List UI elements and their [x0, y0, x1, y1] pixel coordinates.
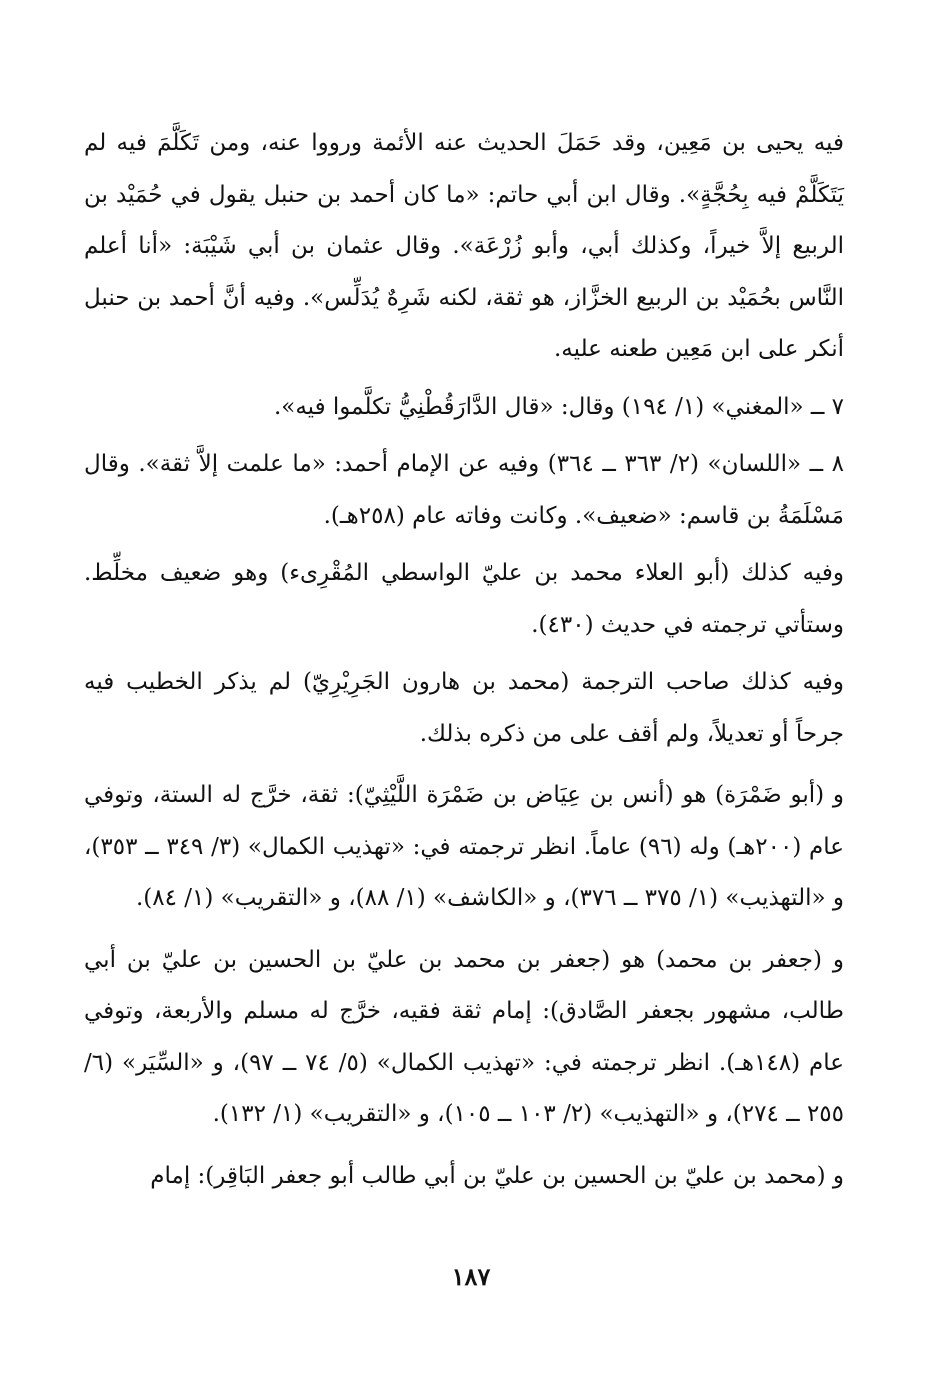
paragraph-jafar-bin-muhammad: و (جعفر بن محمد) هو (جعفر بن محمد بن عليّ بن الحسين بن عليّ بن أبي طالب، مشهور بجعفر الصَّادق): إمام ثقة فقيه، خرَّج له مسلم والأربعة، وتوفي عام (١٤٨هـ). انظر ترجمته في: «تهذيب الكمال» (٥/ ٧٤ ــ ٩٧)، و «السِّيَر» (٦/ ٢٥٥ ــ ٢٧٤)، و «التهذيب» (٢/ ١٠٣ ــ ١٠٥)، و «التقريب» (١/ ١٣٢).: [84, 946, 845, 1127]
page-body: [84, 118, 844, 1202]
paragraph-muhammad-bin-harun: وفيه كذلك صاحب الترجمة (محمد بن هارون الجَرِيْرِيّ) لم يذكر الخطيب فيه جرحاً أو تعديلاً، ولم أقف على من ذكره بذلك.: [84, 669, 844, 747]
page-number: ١٨٧: [451, 1262, 491, 1291]
paragraph-note-8-lisan: ٨ ــ «اللسان» (٢/ ٣٦٣ ــ ٣٦٤) وفيه عن الإمام أحمد: «ما علمت إلاَّ ثقة». وقال مَسْلَمَةُ بن قاسم: «ضعيف». وكانت وفاته عام (٢٥٨هـ).: [84, 451, 844, 529]
paragraph-muhammad-al-baqir: و (محمد بن عليّ بن الحسين بن عليّ بن أبي طالب أبو جعفر البَاقِر): إمام: [150, 1162, 844, 1189]
paragraph-abu-damra: و (أبو ضَمْرَة) هو (أنس بن عِيَاض بن ضَمْرَة اللَّيْثِيّ): ثقة، خرَّج له الستة، وتوفي عام (٢٠٠هـ) وله (٩٦) عاماً. انظر ترجمته في: «تهذيب الكمال» (٣/ ٣٤٩ ــ ٣٥٣)، و «التهذيب» (١/ ٣٧٥ ــ ٣٧٦)، و «الكاشف» (١/ ٨٨)، و «التقريب» (١/ ٨٤).: [84, 782, 844, 911]
paragraph-narrators-critique: فيه يحيى بن مَعِين، وقد حَمَلَ الحديث عنه الأئمة ورووا عنه، ومن تَكَلَّمَ فيه لم يَتَكَلَّمْ فيه بِحُجَّةٍ». وقال ابن أبي حاتم: «ما كان أحمد بن حنبل يقول في حُمَيْد بن الربيع إلاَّ خيراً، وكذلك أبي، وأبو زُرْعَة». وقال عثمان بن أبي شَيْبَة: «أنا أعلم النَّاس بحُمَيْد بن الربيع الخزَّاز، هو ثقة، لكنه شَرِهٌ يُدَلِّس». وفيه أنَّ أحمد بن حنبل أنكر على ابن مَعِين طعنه عليه.: [84, 130, 844, 362]
paragraph-abu-al-ala: وفيه كذلك (أبو العلاء محمد بن عليّ الواسطي المُقْرِىء) وهو ضعيف مخلِّط. وستأتي ترجمته في حديث (٤٣٠).: [84, 560, 844, 638]
paragraph-note-7-mughni: ٧ ــ «المغني» (١/ ١٩٤) وقال: «قال الدَّارَقُطْنِيُّ تكلَّموا فيه».: [273, 393, 844, 420]
